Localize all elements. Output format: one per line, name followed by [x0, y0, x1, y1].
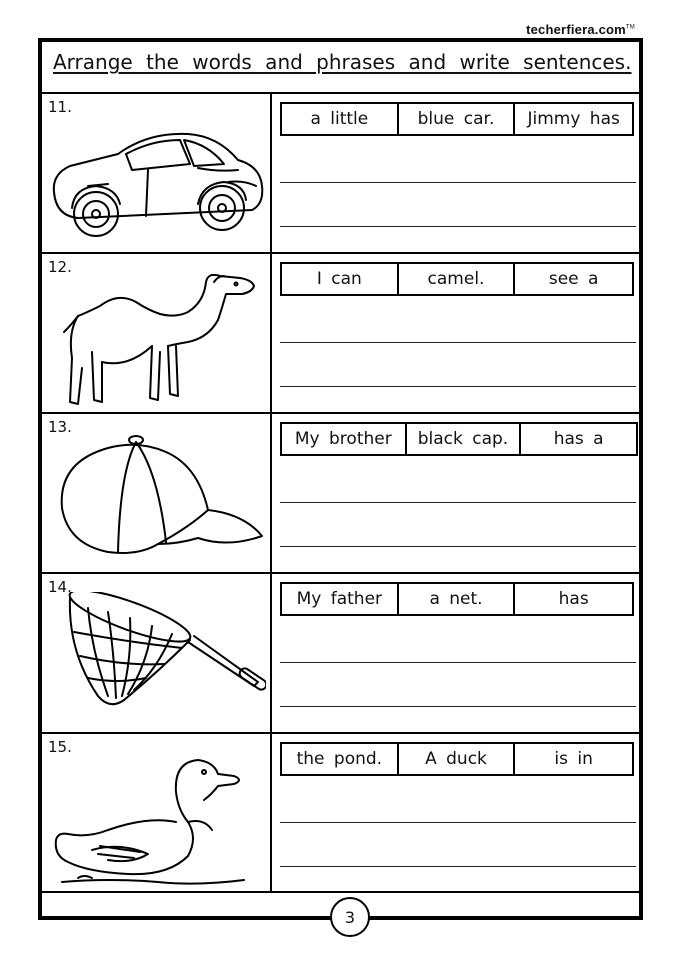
writing-line [280, 662, 636, 663]
duck-icon [48, 752, 266, 888]
exercise-item-14 [42, 574, 639, 734]
footer-divider [42, 891, 639, 893]
picture-cell [42, 734, 272, 891]
word-box: A duck [399, 744, 516, 774]
word-box: Jimmy has [527, 109, 620, 129]
word-box: I can [282, 264, 399, 294]
word-box: is in [554, 749, 593, 769]
writing-line [280, 706, 636, 707]
cap-icon [48, 432, 266, 570]
instruction-bar [42, 42, 639, 94]
writing-line [280, 822, 636, 823]
word-box: blue car. [399, 104, 516, 134]
writing-line [280, 226, 636, 227]
word-boxes [280, 582, 634, 616]
word-boxes [280, 102, 634, 136]
word-box: camel. [399, 264, 516, 294]
word-box: see a [548, 269, 599, 289]
brand-name: techerfiera.com [526, 22, 626, 37]
word-box: has [558, 589, 589, 609]
brand-logo [526, 22, 635, 37]
word-box: My brother [282, 424, 407, 454]
word-boxes [280, 262, 634, 296]
word-boxes [280, 422, 638, 456]
item-number: 14. [48, 578, 72, 596]
writing-line [280, 866, 636, 867]
exercise-item-15 [42, 734, 639, 891]
writing-line [280, 546, 636, 547]
trademark-mark: TM [625, 24, 635, 31]
picture-cell [42, 414, 272, 572]
net-icon [48, 592, 266, 730]
writing-line [280, 386, 636, 387]
item-number: 15. [48, 738, 72, 756]
word-box: the pond. [282, 744, 399, 774]
item-number: 13. [48, 418, 72, 436]
word-box: a net. [399, 584, 516, 614]
picture-cell [42, 254, 272, 412]
word-box: a little [282, 104, 399, 134]
car-icon [48, 112, 266, 250]
word-box: has a [553, 429, 604, 449]
writing-line [280, 502, 636, 503]
page-number: 3 [330, 897, 370, 937]
picture-cell [42, 574, 272, 732]
exercise-item-12 [42, 254, 639, 414]
item-number: 12. [48, 258, 72, 276]
writing-line [280, 342, 636, 343]
picture-cell [42, 94, 272, 252]
exercise-item-11 [42, 94, 639, 254]
word-boxes [280, 742, 634, 776]
writing-line [280, 182, 636, 183]
item-number: 11. [48, 98, 72, 116]
instruction-title: Arrange the words and phrases and write sentences. [53, 50, 632, 74]
word-box: My father [282, 584, 399, 614]
worksheet-frame [38, 38, 643, 920]
word-box: black cap. [407, 424, 522, 454]
exercise-item-13 [42, 414, 639, 574]
camel-icon [48, 272, 266, 410]
